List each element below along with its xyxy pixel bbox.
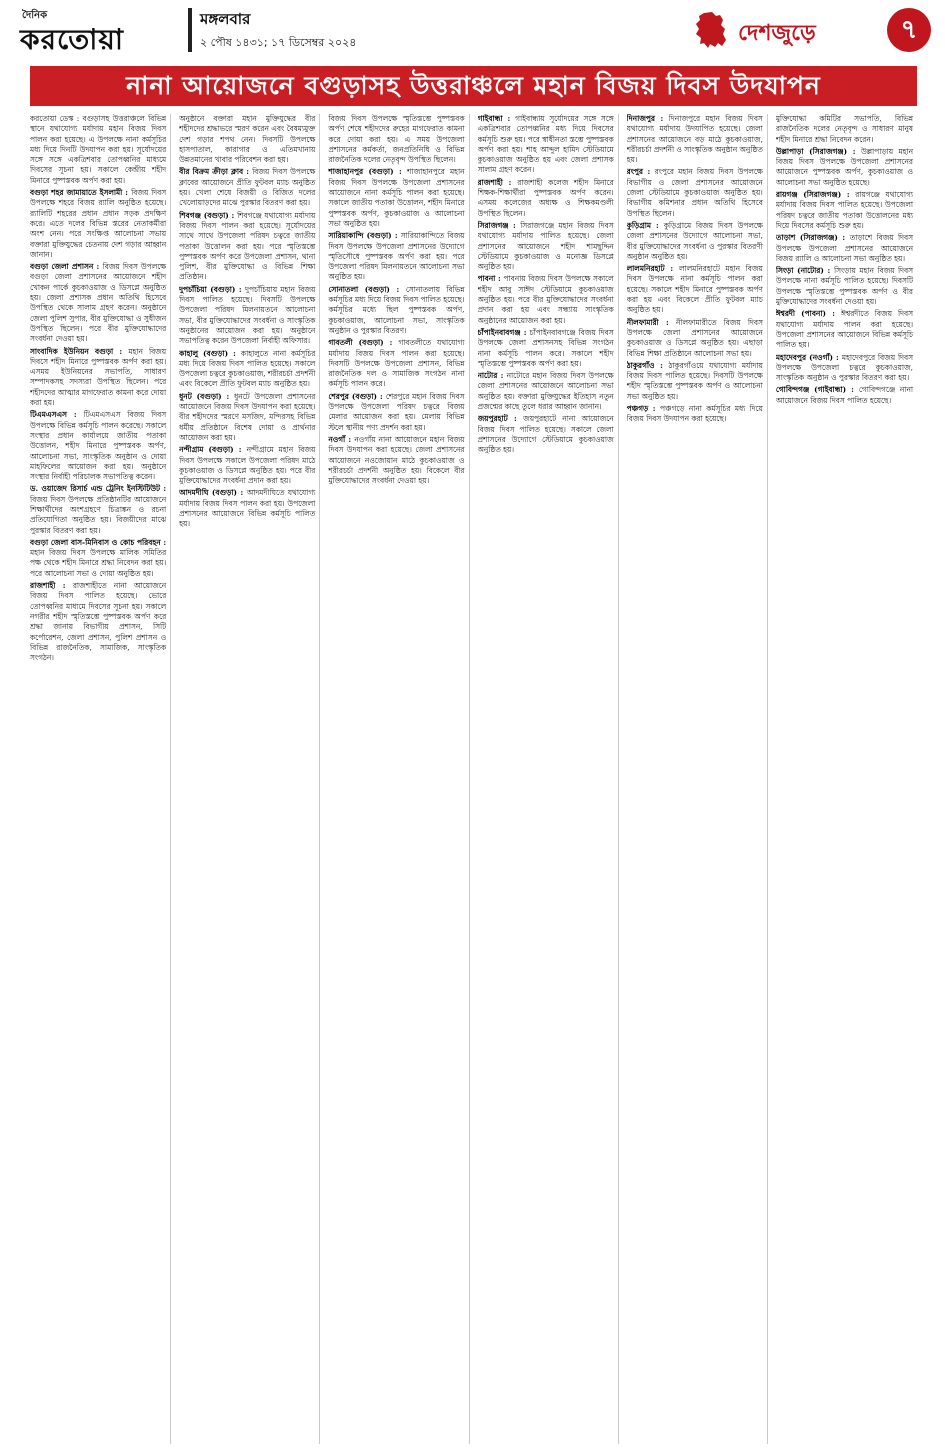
bangladesh-map-icon <box>690 10 730 50</box>
paragraph-text: বিজয় দিবস উপলক্ষে বগুড়া জেলা প্রশাসনের আয়োজনে শহীদ খোকন পার্কে কুচকাওয়াজ ও ডিসপ্লে অনুষ্ঠিত হয়। জেলা প্রশাসক প্রধান অতিথি হিসেবে উপস্থিত থেকে সালাম গ্রহণ করেন। অনুষ্ঠানে জেলা পুলিশ সুপার, বীর মুক্তিযোদ্ধা ও সুধীজন উপস্থিত ছিলেন। পরে বীর মুক্তিযোদ্ধাদের সংবর্ধনা দেওয়া হয়। <box>30 262 167 344</box>
masthead-divider <box>188 8 192 52</box>
dateline: সাংবাদিক ইউনিয়ন বগুড়া : <box>30 346 129 356</box>
paragraph-text: গোবিন্দগঞ্জে নানা আয়োজনে বিজয় দিবস পালিত হয়েছে। <box>775 385 914 405</box>
article-paragraph <box>776 190 913 231</box>
dateline: সিংড়া (নাটোর) : <box>775 266 834 276</box>
article-paragraph <box>328 231 464 282</box>
article-column <box>328 114 469 1444</box>
dateline: লালমনিরহাট : <box>626 264 679 274</box>
dateline: রাজশাহী : <box>30 581 73 591</box>
paragraph-text: মহাদেবপুরে বিজয় দিবস উপলক্ষে উপজেলা চত্বরে কুচকাওয়াজ, সাংস্কৃতিক অনুষ্ঠান ও পুরস্কার বিতরণ করা হয়। <box>775 352 913 383</box>
paragraph-text: সিংড়ায় মহান বিজয় দিবস উপলক্ষে নানা কর্মসূচি পালিত হয়েছে। দিবসটি উপলক্ষে স্মৃতিস্তম্ভে পুষ্পস্তবক অর্পণ ও বীর মুক্তিযোদ্ধাদের সংবর্ধনা দেওয়া হয়। <box>775 266 913 307</box>
paragraph-text: লালমনিরহাটে মহান বিজয় দিবস উপলক্ষে নানা কর্মসূচি পালন করা হয়েছে। সকালে শহীদ মিনারে পুষ্পস্তবক অর্পণ করা হয় এবং বিকেলে প্রীতি ফুটবল ম্যাচ অনুষ্ঠিত হয়। <box>626 264 763 315</box>
article-paragraph <box>328 338 464 389</box>
headline-banner: নানা আয়োজনে বগুড়াসহ উত্তরাঞ্চলে মহান বিজয় দিবস উদযাপন <box>30 66 917 106</box>
dateline: জয়পুরহাট : <box>477 414 524 424</box>
paragraph-text: কুড়িগ্রামে বিজয় দিবস উপলক্ষে জেলা প্রশাসনের উদ্যোগে আলোচনা সভা, বীর মুক্তিযোদ্ধাদের সংবর্ধনা ও পুরস্কার বিতরণী অনুষ্ঠান অনুষ্ঠিত হয়। <box>626 220 763 261</box>
dateline: নাটোর : <box>477 371 507 381</box>
paragraph-text: অনুষ্ঠানে বক্তারা মহান মুক্তিযুদ্ধের বীর শহীদদের শ্রদ্ধাভরে স্মরণ করেন এবং বৈষম্যমুক্ত দেশ গড়ার শপথ নেন। দিবসটি উপলক্ষে হাসপাতাল, কারাগার ও এতিমখানায় উন্নতমানের খাবার পরিবেশন করা হয়। <box>179 114 316 165</box>
paragraph-text: চাঁপাইনবাবগঞ্জে বিজয় দিবস উপলক্ষে জেলা প্রশাসনসহ বিভিন্ন সংগঠন নানা কর্মসূচি পালন করে। সকালে শহীদ স্মৃতিস্তম্ভে পুষ্পস্তবক অর্পণ করা হয়। <box>477 327 614 368</box>
dateline: বগুড়া শহর জামায়াতে ইসলামী : <box>30 188 132 198</box>
dateline: পঞ্চগড় : <box>626 404 660 414</box>
article-paragraph <box>179 488 315 529</box>
article-column <box>776 114 917 1444</box>
dateline: সোনাতলা (বগুড়া) : <box>328 284 406 294</box>
dateline: বগুড়া জেলা বাস-মিনিবাস ও কোচ পরিবহন : <box>30 537 167 547</box>
dateline: গাবতলী (বগুড়া) : <box>328 338 399 348</box>
paragraph-text: মহান বিজয় দিবসে শহীদ মিনারে পুষ্পস্তবক অর্পণ করা হয়। এসময় ইউনিয়নের সভাপতি, সাধারণ সম্পাদকসহ সদস্যরা উপস্থিত ছিলেন। পরে শহীদদের আত্মার মাগফেরাত কামনা করে দোয়া করা হয়। <box>30 346 167 408</box>
paragraph-text: টিএমএসএস বিজয় দিবস উপলক্ষে বিভিন্ন কর্মসূচি পালন করেছে। সকালে সংস্থার প্রধান কার্যালয়ে জাতীয় পতাকা উত্তোলন, শহীদ মিনারে পুষ্পস্তবক অর্পণ, আলোচনা সভা, সাংস্কৃতিক অনুষ্ঠান ও দোয়া মাহফিলের আয়োজন করা হয়। অনুষ্ঠানে সংস্থার নির্বাহী পরিচালক সভাপতিত্ব করেন। <box>30 410 167 482</box>
logo-prefix: দৈনিক <box>22 10 48 21</box>
publication-day: মঙ্গলবার <box>200 10 251 28</box>
article-paragraph <box>776 147 913 188</box>
dateline: রাজশাহী : <box>477 177 518 187</box>
article-paragraph <box>328 114 464 165</box>
article-column <box>179 114 320 1444</box>
section-title: দেশজুড়ে <box>738 21 816 46</box>
dateline: দুপচাঁচিয়া (বগুড়া) : <box>179 284 246 294</box>
article-paragraph <box>478 114 614 176</box>
paragraph-text: দিনাজপুরে মহান বিজয় দিবস যথাযোগ্য মর্যাদায় উদযাপিত হয়েছে। জেলা প্রশাসনের আয়োজনে বড় মাঠে কুচকাওয়াজ, শরীরচর্চা প্রদর্শনী ও সাংস্কৃতিক অনুষ্ঠান অনুষ্ঠিত হয়। <box>626 114 763 165</box>
dateline: টিএমএসএস : <box>30 410 84 420</box>
article-paragraph <box>627 264 763 315</box>
article-column <box>627 114 768 1444</box>
dateline: গোবিন্দগঞ্জ (গাইবান্ধা) : <box>775 385 859 395</box>
article-paragraph <box>627 361 763 402</box>
paragraph-text: আদমদীঘিতে যথাযোগ্য মর্যাদায় বিজয় দিবস পালন করা হয়। উপজেলা প্রশাসনের আয়োজনে বিভিন্ন কর্মসূচি পালিত হয়। <box>179 488 316 529</box>
article-paragraph <box>30 410 166 482</box>
dateline: সারিয়াকান্দি (বগুড়া) : <box>328 231 401 241</box>
paragraph-text: পাবনায় বিজয় দিবস উপলক্ষে সকালে শহীদ আবু সাঈদ স্টেডিয়ামে কুচকাওয়াজ অনুষ্ঠিত হয়। পরে বীর মুক্তিযোদ্ধাদের সংবর্ধনা প্রদান করা হয় এবং সন্ধ্যায় সাংস্কৃতিক অনুষ্ঠানের আয়োজন করা হয়। <box>477 274 614 325</box>
article-paragraph <box>328 435 464 486</box>
paragraph-text: উল্লাপাড়ায় মহান বিজয় দিবস উপলক্ষে উপজেলা প্রশাসনের আয়োজনে পুষ্পস্তবক অর্পণ, কুচকাওয়াজ ও আলোচনা সভা অনুষ্ঠিত হয়েছে। <box>775 146 914 187</box>
article-paragraph <box>627 404 763 425</box>
paragraph-text: গাবতলীতে যথাযোগ্য মর্যাদায় বিজয় দিবস পালন করা হয়েছে। দিবসটি উপলক্ষে উপজেলা প্রশাসন, বিভিন্ন রাজনৈতিক দল ও সামাজিক সংগঠন নানা কর্মসূচি পালন করে। <box>328 338 465 389</box>
article-paragraph <box>30 347 166 409</box>
article-paragraph <box>478 178 614 219</box>
article-paragraph <box>478 221 614 272</box>
paragraph-text: রাজশাহীতে নানা আয়োজনে বিজয় দিবস পালিত হয়েছে। ভোরে তোপধ্বনির মাধ্যমে দিবসের সূচনা হয়। সকালে নগরীর শহীদ স্মৃতিস্তম্ভে পুষ্পস্তবক অর্পণ করে শ্রদ্ধা জানায় বিভাগীয় প্রশাসন, সিটি কর্পোরেশন, জেলা প্রশাসন, পুলিশ প্রশাসন ও বিভিন্ন রাজনৈতিক, সামাজিক, সাংস্কৃতিক সংগঠন। <box>30 581 167 663</box>
dateline: নন্দীগ্রাম (বগুড়া) : <box>179 445 247 455</box>
dateline: দিনাজপুর : <box>626 114 669 123</box>
paragraph-text: সোনাতলায় বিভিন্ন কর্মসূচির মধ্য দিয়ে বিজয় দিবস পালিত হয়েছে। কর্মসূচির মধ্যে ছিল পুষ্পস্তবক অর্পণ, কুচকাওয়াজ, আলোচনা সভা, সাংস্কৃতিক অনুষ্ঠান ও পুরস্কার বিতরণ। <box>328 284 465 335</box>
paragraph-text: নাটোরে মহান বিজয় দিবস উপলক্ষে জেলা প্রশাসনের আয়োজনে আলোচনা সভা অনুষ্ঠিত হয়। বক্তারা মুক্তিযুদ্ধের ইতিহাস নতুন প্রজন্মের কাছে তুলে ধরার আহ্বান জানান। <box>477 371 614 412</box>
article-paragraph <box>776 114 913 145</box>
article-paragraph <box>776 385 913 406</box>
article-paragraph <box>30 114 166 186</box>
dateline: শেরপুর (বগুড়া) : <box>328 391 386 401</box>
dateline: কাহালু (বগুড়া) : <box>179 348 241 358</box>
logo-title: করতোয়া <box>20 23 124 56</box>
paragraph-text: বিজয় দিবস উপলক্ষে শহরে বিজয় র‍্যালি অনুষ্ঠিত হয়েছে। র‍্যালিটি শহরের প্রধান প্রধান সড়ক প্রদক্ষিণ করে। এতে দলের বিভিন্ন স্তরের নেতাকর্মীরা অংশ নেন। পরে সংক্ষিপ্ত আলোচনা সভায় বক্তারা মুক্তিযুদ্ধের চেতনায় দেশ গড়ার আহ্বান জানান। <box>30 188 167 259</box>
paragraph-text: মুক্তিযোদ্ধা কমিটির সভাপতি, বিভিন্ন রাজনৈতিক দলের নেতৃবৃন্দ ও সাধারণ মানুষ শহীদ মিনারে শ্রদ্ধা নিবেদন করেন। <box>775 114 913 144</box>
paragraph-text: পঞ্চগড়ে নানা কর্মসূচির মধ্য দিয়ে বিজয় দিবস উদযাপন করা হয়েছে। <box>626 404 763 424</box>
dateline: চাঁপাইনবাবগঞ্জ : <box>477 327 530 337</box>
article-paragraph <box>30 538 166 579</box>
article-paragraph <box>627 114 763 165</box>
dateline: শিবগঞ্জ (বগুড়া) : <box>179 210 238 220</box>
paragraph-text: সারিয়াকান্দিতে বিজয় দিবস উপলক্ষে উপজেলা প্রশাসনের উদ্যোগে স্মৃতিসৌধে পুষ্পস্তবক অর্পণ করা হয়। পরে উপজেলা পরিষদ মিলনায়তনে আলোচনা সভা অনুষ্ঠিত হয়। <box>328 231 465 282</box>
dateline: মহাদেবপুর (নওগাঁ) : <box>775 352 842 362</box>
dateline: উল্লাপাড়া (সিরাজগঞ্জ) : <box>775 146 862 156</box>
page-number: ৭ <box>887 8 931 52</box>
article-paragraph <box>478 371 614 412</box>
paragraph-text: সিরাজগঞ্জে মহান বিজয় দিবস যথাযোগ্য মর্যাদায় পালিত হয়েছে। জেলা প্রশাসনের আয়োজনে শহীদ শামছুদ্দিন স্টেডিয়ামে কুচকাওয়াজ ও মনোজ্ঞ ডিসপ্লে অনুষ্ঠিত হয়। <box>477 220 614 272</box>
paragraph-text: নওগাঁয় নানা আয়োজনে মহান বিজয় দিবস উদযাপন করা হয়েছে। জেলা প্রশাসনের আয়োজনে নওজোয়ান মাঠে কুচকাওয়াজ ও শরীরচর্চা প্রদর্শনী অনুষ্ঠিত হয়। বিকেলে বীর মুক্তিযোদ্ধাদের সংবর্ধনা দেওয়া হয়। <box>328 434 465 486</box>
article-paragraph <box>627 318 763 359</box>
paragraph-text: করতোয়া ডেস্ক : বগুড়াসহ উত্তরাঞ্চলে বিভিন্ন স্থানে যথাযোগ্য মর্যাদায় মহান বিজয় দিবস পালন করা হয়েছে। এ উপলক্ষে নানা কর্মসূচির মধ্য দিয়ে দিনটি উদযাপন করা হয়। সূর্যোদয়ের সঙ্গে সঙ্গে একত্রিশবার তোপধ্বনির মাধ্যমে দিবসের সূচনা হয়। সকালে কেন্দ্রীয় শহীদ মিনারে পুষ্পস্তবক অর্পণ করা হয়। <box>30 114 167 185</box>
dateline: কুড়িগ্রাম : <box>626 220 664 230</box>
paragraph-text: বিজয় দিবস উপলক্ষে স্মৃতিস্তম্ভে পুষ্পস্তবক অর্পণ শেষে শহীদদের রুহের মাগফেরাত কামনা করে দোয়া করা হয়। এ সময় উপজেলা প্রশাসনের কর্মকর্তা, জনপ্রতিনিধি ও বিভিন্ন রাজনৈতিক দলের নেতৃবৃন্দ উপস্থিত ছিলেন। <box>328 114 465 165</box>
paragraph-text: রায়গঞ্জে যথাযোগ্য মর্যাদায় বিজয় দিবস পালিত হয়েছে। উপজেলা পরিষদ চত্বরে জাতীয় পতাকা উত্তোলনের মধ্য দিয়ে দিবসের কর্মসূচি শুরু হয়। <box>775 190 913 230</box>
article-paragraph <box>776 353 913 384</box>
article-paragraph <box>179 392 315 443</box>
article-paragraph <box>776 233 913 264</box>
article-paragraph <box>328 167 464 229</box>
article-column <box>478 114 619 1444</box>
publication-date: ২ পৌষ ১৪৩১; ১৭ ডিসেম্বর ২০২৪ <box>200 36 357 49</box>
dateline: ড. ওয়াজেদ রিসার্চ এন্ড ট্রেনিং ইনস্টিটিউট : <box>30 484 167 494</box>
dateline: ঈশ্বরদী (পাবনা) : <box>775 309 842 319</box>
paragraph-text: গাইবান্ধায় সূর্যোদয়ের সঙ্গে সঙ্গে একত্রিশবার তোপধ্বনির মধ্য দিয়ে দিবসের কর্মসূচি শুরু হয়। পরে স্বাধীনতা স্তম্ভে পুষ্পস্তবক অর্পণ করা হয়। শাহ আব্দুল হামিদ স্টেডিয়ামে কুচকাওয়াজ অনুষ্ঠিত হয় এবং জেলা প্রশাসক সালাম গ্রহণ করেন। <box>477 114 614 175</box>
masthead <box>0 0 945 60</box>
paragraph-text: রাজশাহী কলেজ শহীদ মিনারে শিক্ষক-শিক্ষার্থীরা পুষ্পস্তবক অর্পণ করেন। এসময় কলেজের অধ্যক্ষ ও শিক্ষকমণ্ডলী উপস্থিত ছিলেন। <box>477 177 614 218</box>
article-paragraph <box>30 262 166 344</box>
dateline: ঠাকুরগাঁও : <box>626 360 669 370</box>
paragraph-text: রংপুরে মহান বিজয় দিবস উপলক্ষে বিভাগীয় ও জেলা প্রশাসনের আয়োজনে জেলা স্টেডিয়ামে কুচকাওয়াজ অনুষ্ঠিত হয়। বিভাগীয় কমিশনার প্রধান অতিথি হিসেবে উপস্থিত ছিলেন। <box>626 167 763 218</box>
article-paragraph <box>776 309 913 350</box>
dateline: বগুড়া জেলা প্রশাসন : <box>30 262 103 272</box>
article-paragraph <box>179 211 315 283</box>
section-header <box>690 6 935 54</box>
dateline: ধুনট (বগুড়া) : <box>179 391 235 401</box>
dateline: নওগাঁ : <box>328 434 355 444</box>
article-paragraph <box>776 266 913 307</box>
paragraph-text: শেরপুরে মহান বিজয় দিবস উপলক্ষে উপজেলা পরিষদ চত্বরে বিজয় মেলার আয়োজন করা হয়। মেলায় বিভিন্ন স্টলে স্থানীয় পণ্য প্রদর্শন করা হয়। <box>328 391 465 432</box>
article-paragraph <box>478 274 614 325</box>
dateline: বীর বিক্রম ক্রীড়া ক্লাব : <box>179 167 253 177</box>
paragraph-text: ঈশ্বরদীতে বিজয় দিবস যথাযোগ্য মর্যাদায় পালন করা হয়েছে। উপজেলা প্রশাসনের আয়োজনে বিভিন্ন কর্মসূচি পালিত হয়। <box>775 309 913 350</box>
article-paragraph <box>328 285 464 336</box>
paragraph-text: নন্দীগ্রামে মহান বিজয় দিবস উপলক্ষে সকালে উপজেলা পরিষদ মাঠে কুচকাওয়াজ ও ডিসপ্লে অনুষ্ঠিত হয়। পরে বীর মুক্তিযোদ্ধাদের সংবর্ধনা প্রদান করা হয়। <box>179 445 316 486</box>
article-paragraph <box>179 349 315 390</box>
paragraph-text: শাজাহানপুরে মহান বিজয় দিবস উপলক্ষে উপজেলা প্রশাসনের আয়োজনে নানা কর্মসূচি পালন করা হয়েছে। সকালে জাতীয় পতাকা উত্তোলন, শহীদ মিনারে পুষ্পস্তবক অর্পণ, কুচকাওয়াজ ও আলোচনা সভা অনুষ্ঠিত হয়। <box>328 167 465 228</box>
paragraph-text: মহান বিজয় দিবস উপলক্ষে মালিক সমিতির পক্ষ থেকে শহীদ মিনারে শ্রদ্ধা নিবেদন করা হয়। পরে আলোচনা সভা ও দোয়া অনুষ্ঠিত হয়। <box>30 548 167 578</box>
dateline: তাড়াশ (সিরাজগঞ্জ) : <box>775 233 850 243</box>
article-paragraph <box>627 167 763 218</box>
article-column <box>30 114 171 1444</box>
dateline: শাজাহানপুর (বগুড়া) : <box>328 167 408 177</box>
article-paragraph <box>179 285 315 347</box>
dateline: রায়গঞ্জ (সিরাজগঞ্জ) : <box>775 190 856 200</box>
paragraph-text: দুপচাঁচিয়ায় মহান বিজয় দিবস পালিত হয়েছে। দিবসটি উপলক্ষে উপজেলা পরিষদ মিলনায়তনে আলোচনা সভা, বীর মুক্তিযোদ্ধাদের সংবর্ধনা ও সাংস্কৃতিক অনুষ্ঠানের আয়োজন করা হয়। অনুষ্ঠানে সভাপতিত্ব করেন উপজেলা নির্বাহী অফিসার। <box>179 284 316 346</box>
dateline: আদমদীঘি (বগুড়া) : <box>179 488 247 498</box>
newspaper-logo <box>20 6 180 54</box>
article-paragraph <box>478 328 614 369</box>
article-paragraph <box>478 414 614 455</box>
article-paragraph <box>30 188 166 260</box>
dateline: নীলফামারী : <box>626 317 676 327</box>
article-paragraph <box>179 445 315 486</box>
article-columns <box>30 114 917 1444</box>
dateline: সিরাজগঞ্জ : <box>477 220 521 230</box>
paragraph-text: শিবগঞ্জে যথাযোগ্য মর্যাদায় বিজয় দিবস পালন করা হয়েছে। সূর্যোদয়ের সাথে সাথে উপজেলা পরিষদ চত্বরে জাতীয় পতাকা উত্তোলন করা হয়। পরে স্মৃতিস্তম্ভে পুষ্পস্তবক অর্পণ করে উপজেলা প্রশাসন, থানা পুলিশ, বীর মুক্তিযোদ্ধা ও বিভিন্ন শিক্ষা প্রতিষ্ঠান। <box>179 210 316 282</box>
paragraph-text: বিজয় দিবস উপলক্ষে প্রতিষ্ঠানটির আয়োজনে শিক্ষার্থীদের অংশগ্রহণে চিত্রাঙ্কন ও রচনা প্রতিযোগিতা অনুষ্ঠিত হয়। বিজয়ীদের মাঝে পুরস্কার বিতরণ করা হয়। <box>30 494 167 535</box>
paragraph-text: নীলফামারীতে বিজয় দিবস উপলক্ষে জেলা প্রশাসনের আয়োজনে কুচকাওয়াজ ও ডিসপ্লে অনুষ্ঠিত হয়। এছাড়া বিভিন্ন শিক্ষা প্রতিষ্ঠানে আলোচনা সভা হয়। <box>626 317 763 358</box>
article-paragraph <box>179 167 315 208</box>
paragraph-text: তাড়াশে বিজয় দিবস উপলক্ষে উপজেলা প্রশাসনের আয়োজনে বিজয় র‍্যালি ও আলোচনা সভা অনুষ্ঠিত হয়। <box>775 233 913 263</box>
article-paragraph <box>30 484 166 535</box>
paragraph-text: জয়পুরহাটে নানা আয়োজনে বিজয় দিবস পালিত হয়েছে। সকালে জেলা প্রশাসনের উদ্যোগে স্টেডিয়ামে কুচকাওয়াজ অনুষ্ঠিত হয়। <box>477 414 614 455</box>
paragraph-text: কাহালুতে নানা কর্মসূচির মধ্য দিয়ে বিজয় দিবস পালিত হয়েছে। সকালে উপজেলা চত্বরে কুচকাওয়াজ, শরীরচর্চা প্রদর্শনী এবং বিকেলে প্রীতি ফুটবল ম্যাচ অনুষ্ঠিত হয়। <box>179 348 316 389</box>
article-paragraph <box>328 392 464 433</box>
article-paragraph <box>179 114 315 165</box>
dateline: রংপুর : <box>626 167 655 177</box>
article-paragraph <box>627 221 763 262</box>
article-paragraph <box>30 581 166 663</box>
paragraph-text: ধুনটে উপজেলা প্রশাসনের আয়োজনে বিজয় দিবস উদযাপন করা হয়েছে। বীর শহীদদের স্মরণে মসজিদ, মন্দিরসহ বিভিন্ন ধর্মীয় প্রতিষ্ঠানে বিশেষ দোয়া ও প্রার্থনার আয়োজন করা হয়। <box>179 391 316 442</box>
paragraph-text: ঠাকুরগাঁওয়ে যথাযোগ্য মর্যাদায় বিজয় দিবস পালিত হয়েছে। দিবসটি উপলক্ষে শহীদ স্মৃতিস্তম্ভে পুষ্পস্তবক অর্পণ ও আলোচনা সভা অনুষ্ঠিত হয়। <box>626 360 763 401</box>
dateline: পাবনা : <box>477 274 504 284</box>
paragraph-text: বিজয় দিবস উপলক্ষে ক্লাবের আয়োজনে প্রীতি ফুটবল ম্যাচ অনুষ্ঠিত হয়। খেলা শেষে বিজয়ী ও বিজিত দলের খেলোয়াড়দের মাঝে পুরস্কার বিতরণ করা হয়। <box>179 167 316 208</box>
dateline: গাইবান্ধা : <box>477 114 516 123</box>
